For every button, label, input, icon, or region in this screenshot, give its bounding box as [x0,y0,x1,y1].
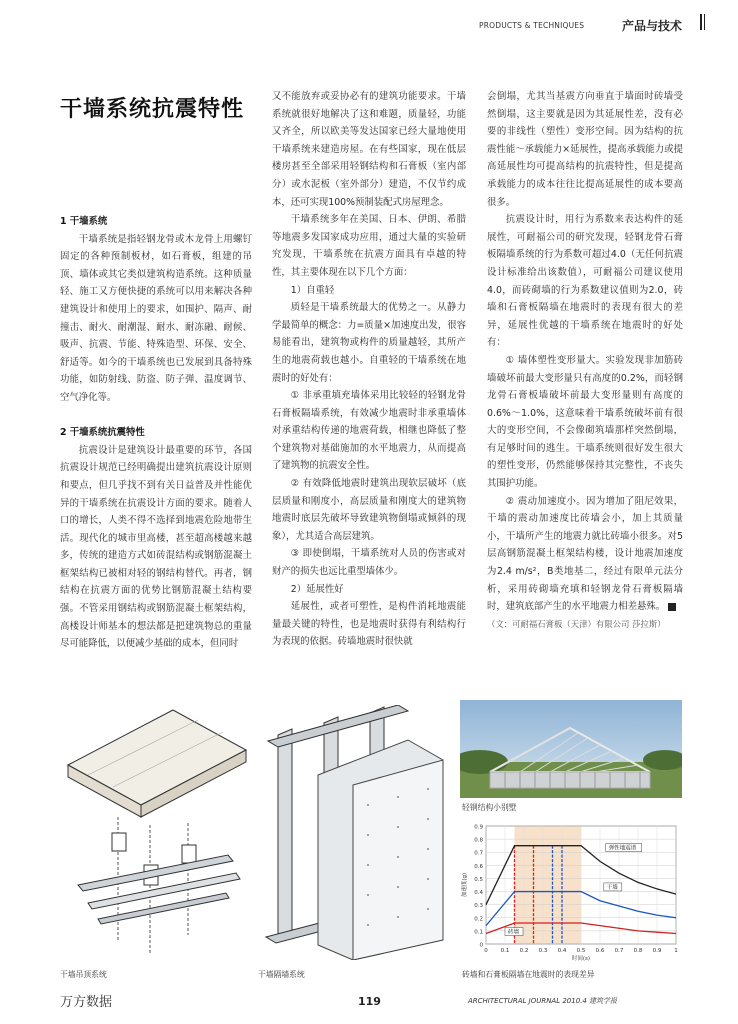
text-column-2 [272,88,466,651]
footer-journal: ARCHITECTURAL JOURNAL 2010.4 建筑学报 [468,997,618,1005]
legend-label: 干墙 [606,884,618,891]
x-tick-label: 0.4 [557,948,567,954]
author-credit: （文：可耐福石膏板（天津）有限公司 莎拉斯） [487,618,666,629]
y-tick-label: 0.3 [474,903,483,910]
hanger-clip [112,833,126,851]
x-tick-label: 0.3 [538,948,548,954]
x-tick-label: 0.6 [595,948,605,954]
paragraph: 会倒塌，尤其当基震方向垂直于墙面时砖墙受然倒塌，这主要就是因为其延展性差，没有必要的非线性（塑性）变形空间。因为结构的抗震性能～承载能力×延展性，提高承载能力或提高延展性均可提高结构的抗震特性，但是提高承载能力的成本往往比提高延展性的成本要高很多。 [487,91,683,208]
x-tick-label: 0.9 [652,948,662,954]
text-column-3 [487,88,683,633]
x-tick-label: 0.2 [519,948,529,954]
y-tick-label: 0.2 [474,916,483,923]
header-rule-thin [704,14,705,30]
paragraph: 干墙系统多年在美国、日本、伊朗、希腊等地震多发国家成功应用，通过大量的实验研究发现，干墙系统在抗震方面具有卓越的特性，其主要体现在以下几个方面： [272,214,466,278]
page-number: 119 [358,995,381,1008]
x-axis-label: 时间(s) [571,956,591,962]
y-tick-label: 0.1 [474,929,483,936]
paragraph [487,493,683,616]
ceiling-system-drawing [58,705,248,960]
x-tick-label: 0.8 [633,948,643,954]
y-tick-label: 0.5 [474,876,483,883]
figure-caption-ceiling: 干墙吊顶系统 [60,970,107,979]
y-axis-label: 加速度(g) [462,872,468,898]
paragraph: 质轻是干墙系统最大的优势之一。从静力学最简单的概念：力=质量×加速度出发，很容易能看出，建筑物或构件的质量越轻，其所产生的地震荷载也越小。自重轻的干墙系统在地震时的好处有： [272,302,466,384]
x-tick-label: 0.7 [614,948,624,954]
paragraph: 干墙系统是指轻钢龙骨或木龙骨上用螺钉固定的各种预制板材，如石膏板，组建的吊顶、墙体或其它类似建筑构造系统。这种质量轻、施工又方便快捷的系统可以用来解决各种建筑设计和使用上的要求，如围护、隔声、耐撞击、耐火、耐潮湿、耐水、耐冻融、耐候、吸声、抗震、节能、特殊造型、环保、安全、舒适等。如今的干墙系统也已发展到具备特殊功能，如防射线、防盗、防子弹、温度调节、空气净化等。 [60,233,252,403]
x-tick-label: 0.5 [576,948,586,954]
figure-caption-chart: 砖墙和石膏板隔墙在地震时的表现差异 [462,970,595,979]
partition-system-drawing [258,705,450,960]
paragraph: ① 墙体塑性变形量大。实验发现非加筋砖墙破坏前最大变形量只有高度的0.2%，而轻钢龙骨石膏板墙破坏前最大变形量则有高度的0.6%～1.0%，这意味着干墙系统破坏前有很大的变形空间，不会像砌筑墙那样突然倒塌，有足够时间的逃生。干墙系统则很好发生很大的塑性变形，仍然能够保持其完整性，不丧失其围护功能。 [487,354,683,490]
gypsum-board-face [353,760,443,960]
text-column-1 [60,213,252,653]
paragraph: 延展性，或者可塑性，是构件消耗地震能量最关键的特性，也是地震时获得有利结构行为表现的依据。砖墙地震时很快就 [272,601,466,648]
paragraph-text: ② 震动加速度小。因为增加了阻尼效果，干墙的震动加速度比砖墙会小，加上其质量小，干墙所产生的地震力就比砖墙小很多。对5层高钢筋混凝土框架结构楼，设计地震加速度为2.4 m/s²，B类地基二，经过有限单元法分析，采用砖砌墙充填和轻钢龙骨石膏板隔墙时，建筑底部产生的水平地震力相差悬殊。 [487,495,683,613]
header-rule [700,14,702,30]
steel-stud [278,729,292,936]
shaded-band [515,826,582,944]
y-tick-label: 0.9 [474,824,483,831]
y-tick-label: 0.8 [474,837,483,844]
paragraph: ① 非承重填充墙体采用比较轻的轻钢龙骨石膏板隔墙系统，有效减少地震时非承重墙体对承重结构传递的地震荷载，相继也降低了整个建筑物对基础施加的水平地震力，从而提高了建筑物的抗震安全性。 [272,390,466,472]
header-section-cn: 产品与技术 [622,19,683,33]
paragraph: ② 有效降低地震时建筑出现软层破坏（底层质量和刚度小，高层质量和刚度大的建筑物地震时底层先破坏导致建筑物倒塌或倾斜的现象），尤其适合高层建筑。 [272,478,466,542]
paragraph: 又不能放弃或妥协必有的建筑功能要求。干墙系统就很好地解决了这和难题，质量轻，功能又齐全，所以欧美等发达国家已经大量地使用干墙系统来建造房屋。在有些国家，现在低层楼房甚至全部采用轻钢结构和石膏板（室内部分）或水泥板（室外部分）建造，不仅节约成本，还可实现100%预制装配式房屋理念。 [272,91,466,208]
x-tick-label: 0.1 [500,948,510,954]
y-tick-label: 0.6 [474,863,483,870]
figure-caption-partition: 干墙隔墙系统 [258,970,305,979]
earthquake-response-chart [458,818,684,966]
section-heading-2: 2 干墙系统抗震特性 [60,427,145,439]
x-tick-label: 0 [484,948,488,954]
legend-label: 砖墙 [508,929,520,936]
end-mark-icon [668,603,676,611]
x-tick-label: 1 [674,948,678,954]
paragraph: 抗震设计是建筑设计最重要的环节，各国抗震设计规范已经明确提出建筑抗震设计原则和要点，但几乎找不到有关日益普及并性能优异的干墙系统在抗震设计方面的要求。随着人口的增长，人类不得不选择到地震危险地带生活。现代化的城市里高楼，甚至超高楼越来越多，传统的建造方式如砖混结构或钢筋混凝土框架结构已被相对轻的钢结构替代。再者，钢结构在抗震方面的优势比钢筋混凝土结构要强。不管采用钢结构或钢筋混凝土框架结构，高楼设计师基本的想法都是把建筑物总的重量尽可能降低，以便减少基础的成本，但同时 [60,444,252,650]
y-tick-label: 0 [479,942,483,949]
footer-source: 万方数据 [60,995,113,1010]
article-title: 干墙系统抗震特性 [60,97,245,122]
section-heading-1: 1 干墙系统 [60,216,108,227]
wall-frame [490,772,650,788]
steel-frame-house-photo [460,700,682,798]
y-tick-label: 0.7 [474,850,483,857]
legend-label: 弹性地震谱 [608,845,637,852]
photo-caption: 轻钢结构小别墅 [462,803,517,812]
paragraph: ③ 即使倒塌，干墙系统对人员的伤害或对财产的损失也远比重型墙体少。 [272,548,466,578]
header-section-en: PRODUCTS & TECHNIQUES [479,21,585,30]
subheading: 1）自重轻 [290,284,335,296]
subheading: 2）延展性好 [290,583,344,595]
hanger-clip [182,845,196,863]
paragraph: 抗震设计时，用行为系数来表达构件的延展性，可耐福公司的研究发现，轻钢龙骨石膏板隔墙系统的行为系数可超过4.0（无任何抗震设计标准给出该数值），可耐福公司建议使用4.0，而砖砌墙的行为系数建议值则为2.0，砖墙和石膏板隔墙在地震时的表现有很大的差异，延展性优越的干墙系统在地震时的好处有： [487,214,683,349]
y-tick-label: 0.4 [474,890,483,897]
